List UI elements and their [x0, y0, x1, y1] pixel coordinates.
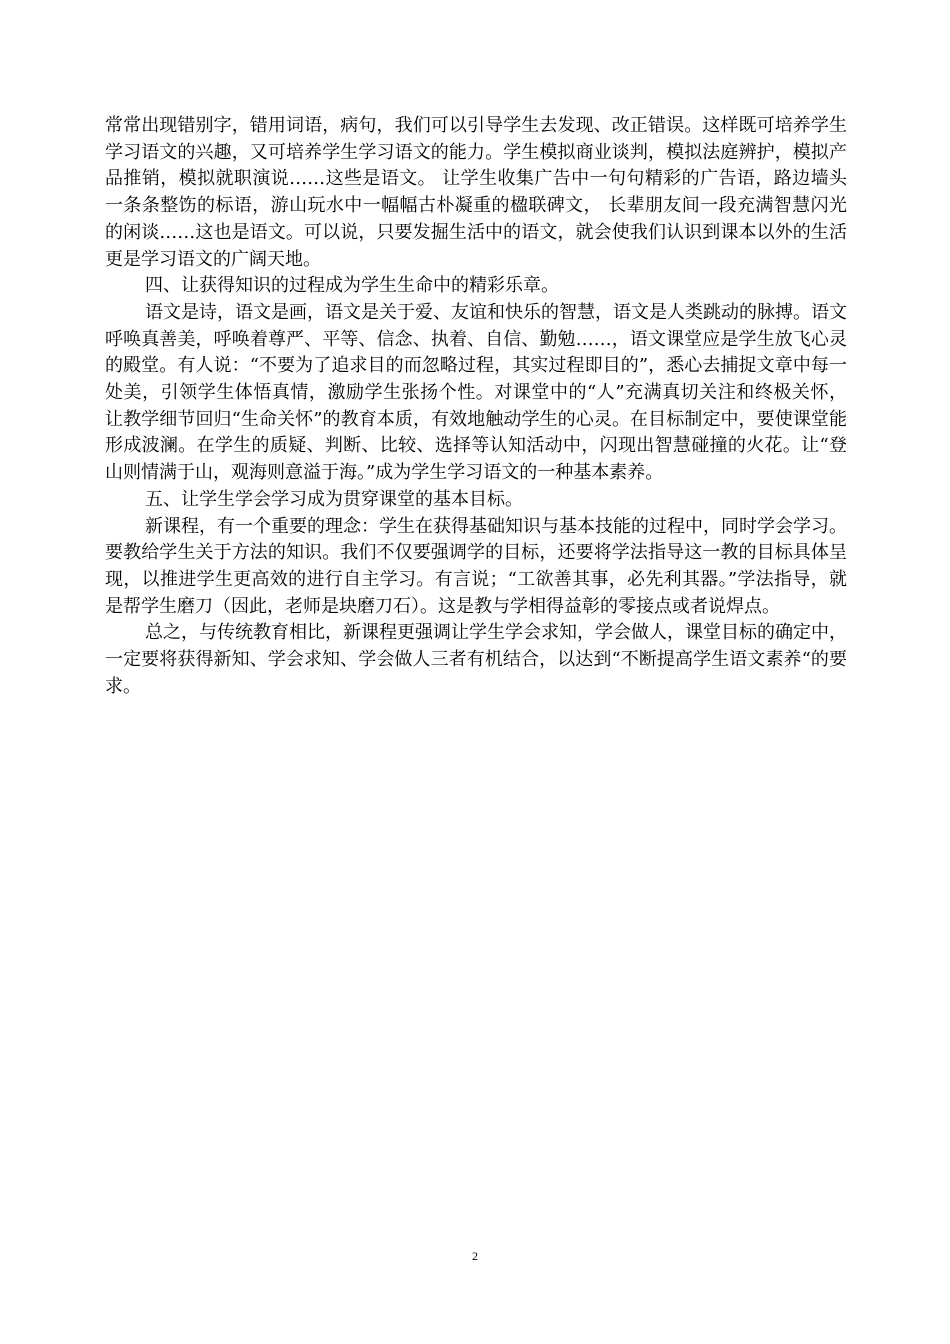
paragraph-chinese-is-poetry: 语文是诗，语文是画，语文是关于爱、友谊和快乐的智慧，语文是人类跳动的脉搏。语文呼唤真善美，呼唤着尊严、平等、信念、执着、自信、勤勉……，语文课堂应是学生放飞心灵的殿堂。有人说：“不要为了追求目的而忽略过程，其实过程即目的”，悉心去捕捉文章中每一处美，引领学生体悟真情，激励学生张扬个性。对课堂中的“人”充满真切关注和终极关怀， 让教学细节回归“生命关怀”的教育本质，有效地触动学生的心灵。在目标制定中，要使课堂能形成波澜。在学生的质疑、判断、比较、选择等认知活动中，闪现出智慧碰撞的火花。让“登山则情满于山，观海则意溢于海。”成为学生学习语文的一种基本素养。 — [105, 301, 847, 484]
paragraph-learn-to-learn: 新课程，有一个重要的理念：学生在获得基础知识与基本技能的过程中，同时学会学习。要教给学生关于方法的知识。我们不仅要强调学的目标，还要将学法指导这一教的目标具体呈现，以推进学生更高效的进行自主学习。有言说；“工欲善其事，必先利其器。”学法指导，就是帮学生磨刀（因此，老师是块磨刀石）。这是教与学相得益彰的零接点或者说焊点。 — [105, 515, 847, 617]
page-number: 2 — [472, 1249, 478, 1263]
section-heading-four: 四、让获得知识的过程成为学生生命中的精彩乐章。 — [145, 275, 559, 297]
paragraph-life-chinese: 常常出现错别字，错用词语，病句，我们可以引导学生去发现、改正错误。这样既可培养学生学习语文的兴趣，又可培养学生学习语文的能力。学生模拟商业谈判，模拟法庭辨护，模拟产品推销，模拟就职演说……这些是语文。 让学生收集广告中一句句精彩的广告语，路边墙头一条条整饬的标语，游山玩水中一幅幅古朴凝重的楹联碑文， 长辈朋友间一段充满智慧闪光的闲谈……这也是语文。可以说，只要发掘生活中的语文，就会使我们认识到课本以外的生活更是学习语文的广阔天地。 — [105, 115, 847, 270]
section-heading-five: 五、让学生学会学习成为贯穿课堂的基本目标。 — [145, 488, 523, 510]
paragraph-conclusion: 总之，与传统教育相比，新课程更强调让学生学会求知，学会做人，课堂目标的确定中，一定要将获得新知、学会求知、学会做人三者有机结合，以达到“不断提高学生语文素养“的要求。 — [105, 622, 847, 697]
document-body — [105, 113, 847, 700]
